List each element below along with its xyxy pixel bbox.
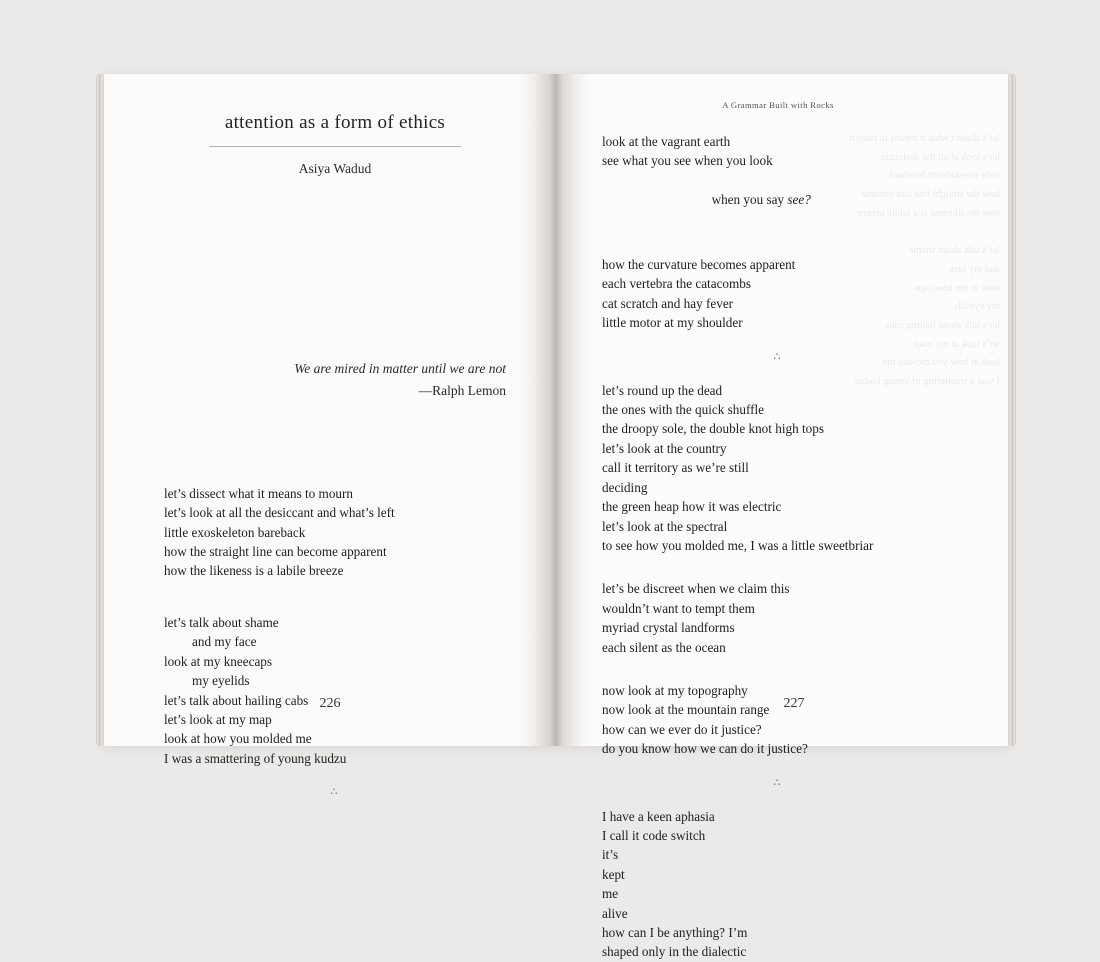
epigraph-quote: We are mired in matter until we are not xyxy=(294,361,506,376)
poem-line: alive xyxy=(602,905,628,921)
poem-line: now look at the mountain range xyxy=(602,702,770,718)
stanza-separator: ∴ xyxy=(773,350,783,363)
poem-line: I was a smattering of young kudzu xyxy=(164,750,347,766)
poem-line: how can we ever do it justice? xyxy=(602,721,762,737)
poem-line: call it territory as we’re still xyxy=(602,460,749,476)
poem-line-text: when you say see? xyxy=(711,192,811,208)
open-book xyxy=(96,74,1016,960)
title-divider xyxy=(209,146,461,147)
stanza xyxy=(164,613,512,768)
stanza xyxy=(602,681,954,759)
poem-line: look at the vagrant earth xyxy=(602,134,731,149)
poem-line: my eyelids xyxy=(192,673,250,689)
poem-line: kept xyxy=(602,866,625,882)
page-title: attention as a form of ethics xyxy=(224,112,446,133)
page-number: 227 xyxy=(783,696,805,711)
poem-line: how the straight line can become apparent xyxy=(164,544,387,560)
poem-line: each silent as the ocean xyxy=(602,639,726,655)
poem-line: me xyxy=(602,886,619,902)
poem-line xyxy=(602,171,954,229)
stanza-separator: ∴ xyxy=(330,786,340,799)
stanza xyxy=(164,484,512,581)
poem-line: let’s talk about shame xyxy=(164,614,279,630)
poem-line: shaped only in the dialectic xyxy=(602,944,747,960)
poem-line: let’s be discreet when we claim this xyxy=(602,581,790,597)
poem-line: look at my kneecaps xyxy=(164,653,273,669)
poem-line: let’s look at the spectral xyxy=(602,518,728,534)
right-page-body xyxy=(602,132,954,962)
poem-line: let’s talk about hailing cabs xyxy=(164,692,309,708)
stanza xyxy=(602,579,954,657)
poem-line: the ones with the quick shuffle xyxy=(602,402,765,418)
poem-line: wouldn’t want to tempt them xyxy=(602,600,755,616)
poem-line: the droopy sole, the double knot high tops xyxy=(602,421,824,437)
epigraph xyxy=(158,359,512,402)
poem-line: look at how you molded me xyxy=(164,731,312,747)
poem-line: it’s xyxy=(602,847,619,863)
poem-line: let’s look at the country xyxy=(602,440,727,456)
poem-line: let’s look at my map xyxy=(164,711,272,727)
poem-line: I call it code switch xyxy=(602,827,706,843)
stanza xyxy=(602,255,954,333)
show-through-text: let’s dissect what it means to mourn let’s look at all the desiccant little exoskeleton bareback how the straight line can become how the likeness is a labile breeze let’s talk about shame and my face look at my kneecaps my eyelids let’s talk about hailing cabs let’s look at my map look at how you molded me I was a smattering of young kudzu xyxy=(849,133,1000,387)
stanza xyxy=(602,807,954,962)
poem-line: let’s round up the dead xyxy=(602,382,723,398)
poem-line: I have a keen aphasia xyxy=(602,808,715,824)
page-number: 226 xyxy=(319,696,341,711)
poem-line: now look at my topography xyxy=(602,682,748,698)
stanza xyxy=(602,381,954,556)
poem-line: do you know how we can do it justice? xyxy=(602,741,808,757)
poem-author: Asiya Wadud xyxy=(298,161,372,176)
poem-line: myriad crystal landforms xyxy=(602,620,735,636)
poem-line: little exoskeleton bareback xyxy=(164,524,306,540)
poem-line: cat scratch and hay fever xyxy=(602,295,734,311)
poem-line: each vertebra the catacombs xyxy=(602,276,752,292)
poem-line: little motor at my shoulder xyxy=(602,315,743,331)
poem-line: let’s look at all the desiccant and what’s left xyxy=(164,505,395,521)
book-spread xyxy=(104,74,1008,960)
running-head: A Grammar Built with Rocks xyxy=(722,100,834,110)
poem-line: how the likeness is a labile breeze xyxy=(164,563,344,579)
epigraph-attribution: —Ralph Lemon xyxy=(418,382,506,398)
left-page xyxy=(104,74,556,799)
left-page-body xyxy=(158,484,512,798)
poem-line: deciding xyxy=(602,479,648,495)
right-page xyxy=(556,74,1008,960)
poem-line: and my face xyxy=(192,634,257,650)
poem-line: to see how you molded me, I was a little sweetbriar xyxy=(602,537,874,553)
stanza xyxy=(602,132,954,229)
poem-line: let’s dissect what it means to mourn xyxy=(164,485,353,501)
poem-line: how can I be anything? I’m xyxy=(602,925,748,940)
stanza-separator: ∴ xyxy=(773,776,783,789)
poem-line: the green heap how it was electric xyxy=(602,499,782,515)
poem-line: how the curvature becomes apparent xyxy=(602,257,796,273)
poem-line: see what you see when you look xyxy=(602,153,773,169)
